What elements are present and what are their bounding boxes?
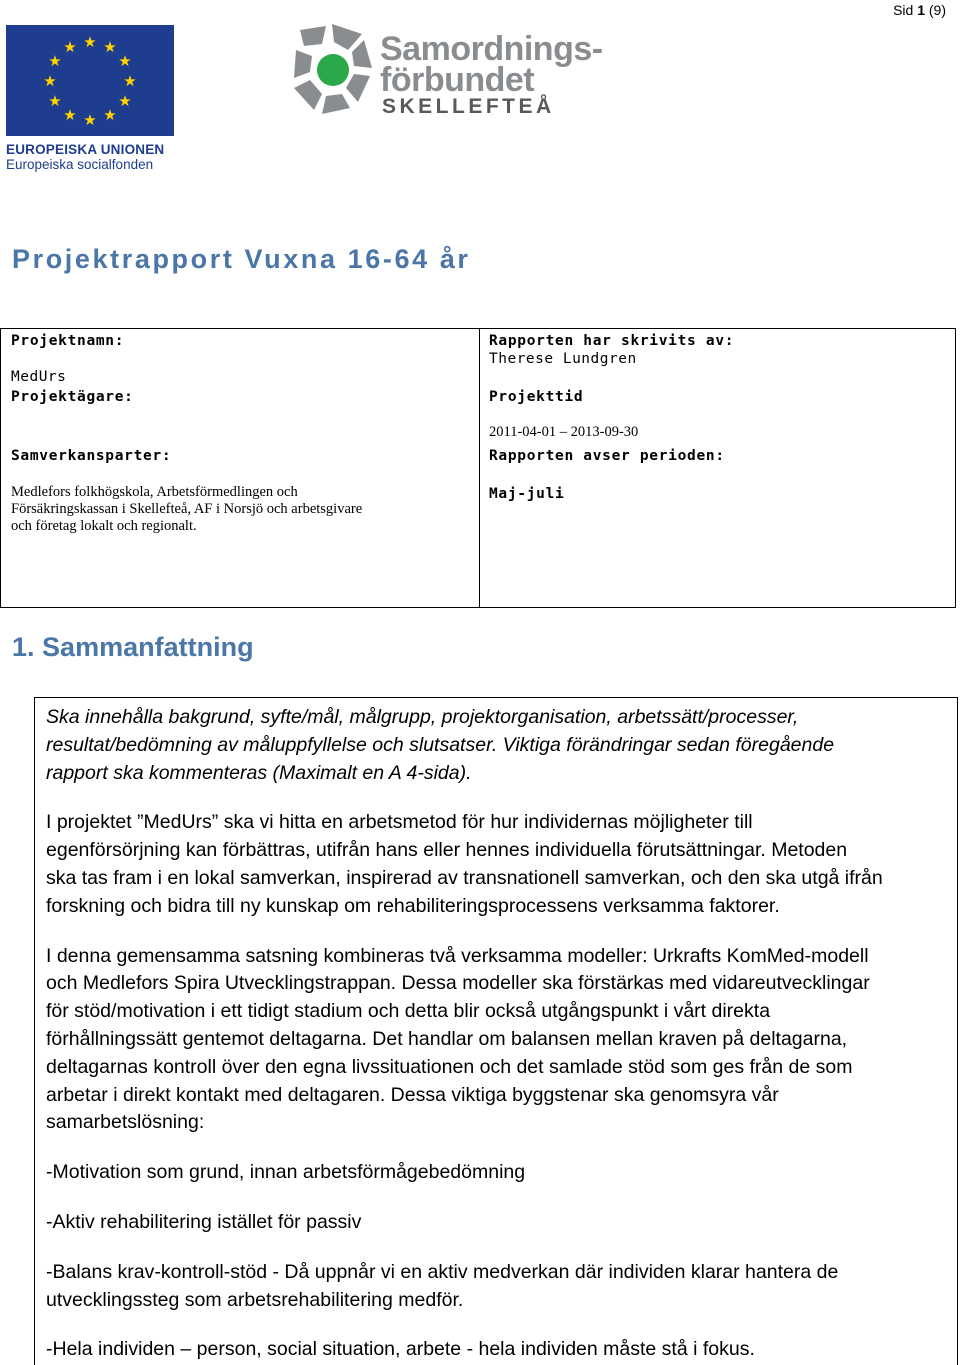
list-item-text: -Hela individen – person, social situation, arbete - hela individen måste stå i fokus. xyxy=(46,1338,755,1361)
paragraph-2 xyxy=(46,943,957,1138)
paragraph-line: ska tas fram i en lokal samverkan, inspirerad av transnationell samverkan, och den ska utgå ifrån xyxy=(46,866,883,889)
table-column-divider xyxy=(479,329,480,607)
list-item xyxy=(46,1209,957,1237)
svg-text:★: ★ xyxy=(43,72,57,90)
paragraph-line: deltagarnas kontroll över den egna livssituationen och det samlade stöd som ges från de som xyxy=(46,1055,853,1078)
svg-text:★: ★ xyxy=(63,106,77,124)
eu-flag xyxy=(6,25,174,136)
paragraph-1 xyxy=(46,809,957,920)
project-name-value: MedUrs xyxy=(11,369,67,385)
summary-content-box xyxy=(34,697,958,1365)
page-number xyxy=(893,2,946,18)
samordningsforbundet-line2: förbundet xyxy=(380,61,535,99)
samordningsforbundet-line3: SKELLEFTEÅ xyxy=(382,95,555,118)
eu-logo-line1: EUROPEISKA UNIONEN xyxy=(6,142,165,157)
paragraph-line: Ska innehålla bakgrund, syfte/mål, målgrupp, projektorganisation, arbetssätt/processer, xyxy=(46,706,799,728)
document-title: Projektrapport Vuxna 16-64 år xyxy=(12,244,471,274)
samordningsforbundet-line1: Samordnings- xyxy=(380,30,603,68)
svg-text:★: ★ xyxy=(103,38,117,56)
project-info-table xyxy=(0,328,956,608)
paragraph-line: arbetar i direkt kontakt med deltagaren. Dessa viktiga byggstenar ska genomsyra vår xyxy=(46,1083,779,1106)
svg-text:★: ★ xyxy=(118,52,132,70)
partners-line: och företag lokalt och regionalt. xyxy=(11,518,197,534)
list-item-text: -Aktiv rehabilitering istället för passiv xyxy=(46,1210,362,1233)
list-item xyxy=(46,1159,957,1187)
paragraph-line: rapport ska kommenteras (Maximalt en A 4-sida). xyxy=(46,761,472,784)
instruction-paragraph xyxy=(46,704,957,787)
author-label: Rapporten har skrivits av: xyxy=(489,333,735,349)
samordningsforbundet-emblem-icon xyxy=(292,22,376,122)
partners-line: Försäkringskassan i Skellefteå, AF i Norsjö och arbetsgivare xyxy=(11,501,363,517)
paragraph-line: I denna gemensamma satsning kombineras två verksamma modeller: Urkrafts KomMed-modell xyxy=(46,944,869,967)
section-title: Sammanfattning xyxy=(42,632,254,662)
page-number-prefix: Sid xyxy=(893,2,914,18)
section-number: 1. xyxy=(12,632,35,662)
paragraph-line: för stöd/motivation i ett tidigt stadium och detta blir också utgångspunkt i vårt direkta xyxy=(46,1000,771,1023)
project-name-label: Projektnamn: xyxy=(11,333,125,349)
report-period-label: Rapporten avser perioden: xyxy=(489,448,725,464)
svg-text:★: ★ xyxy=(48,92,62,110)
list-item xyxy=(46,1259,957,1315)
list-item-text: utvecklingssteg som arbetsrehabilitering medför. xyxy=(46,1288,464,1311)
samordningsforbundet-logo xyxy=(292,22,622,122)
svg-text:★: ★ xyxy=(123,72,137,90)
author-value: Therese Lundgren xyxy=(489,351,637,367)
paragraph-line: I projektet ”MedUrs” ska vi hitta en arbetsmetod för hur individernas möjligheter till xyxy=(46,811,753,834)
report-period-value: Maj-juli xyxy=(489,486,565,502)
paragraph-line: och Medlefors Spira Utvecklingstrappan. Dessa modeller ska förstärkas med vidareutvecklingar xyxy=(46,972,870,995)
svg-text:★: ★ xyxy=(118,92,132,110)
svg-text:★: ★ xyxy=(83,111,97,129)
project-period-value: 2011-04-01 – 2013-09-30 xyxy=(489,424,639,440)
eu-logo xyxy=(6,25,174,172)
list-item xyxy=(46,1336,957,1364)
list-item-text: -Motivation som grund, innan arbetsförmågebedömning xyxy=(46,1161,526,1184)
partners-label: Samverkansparter: xyxy=(11,448,172,464)
eu-logo-line2: Europeiska socialfonden xyxy=(6,157,154,172)
svg-text:★: ★ xyxy=(83,33,97,51)
partners-value xyxy=(11,484,362,535)
project-owner-label: Projektägare: xyxy=(11,389,134,405)
paragraph-line: resultat/bedömning av måluppfyllelse och slutsatser. Viktiga förändringar sedan föregående xyxy=(46,733,835,756)
paragraph-line: forskning och bidra till ny kunskap om rehabiliteringsprocessens verksamma faktorer. xyxy=(46,894,780,917)
partners-line: Medlefors folkhögskola, Arbetsförmedlingen och xyxy=(11,484,298,500)
page-number-current: 1 xyxy=(917,2,925,18)
paragraph-line: förhållningssätt gentemot deltagarna. Det handlar om balansen mellan kraven på deltagarna, xyxy=(46,1027,848,1050)
section-heading xyxy=(12,632,254,663)
svg-text:★: ★ xyxy=(63,38,77,56)
paragraph-line: egenförsörjning kan förbättras, utifrån hans eller hennes individuella förutsättningar. Metoden xyxy=(46,839,848,862)
svg-text:★: ★ xyxy=(103,106,117,124)
svg-text:★: ★ xyxy=(48,52,62,70)
eu-stars-icon xyxy=(6,25,174,136)
list-item-text: -Balans krav-kontroll-stöd - Då uppnår vi en aktiv medverkan där individen klarar hantera de xyxy=(46,1260,839,1283)
page-number-total: (9) xyxy=(928,2,946,18)
project-period-label: Projekttid xyxy=(489,389,584,405)
paragraph-line: samarbetslösning: xyxy=(46,1111,205,1134)
